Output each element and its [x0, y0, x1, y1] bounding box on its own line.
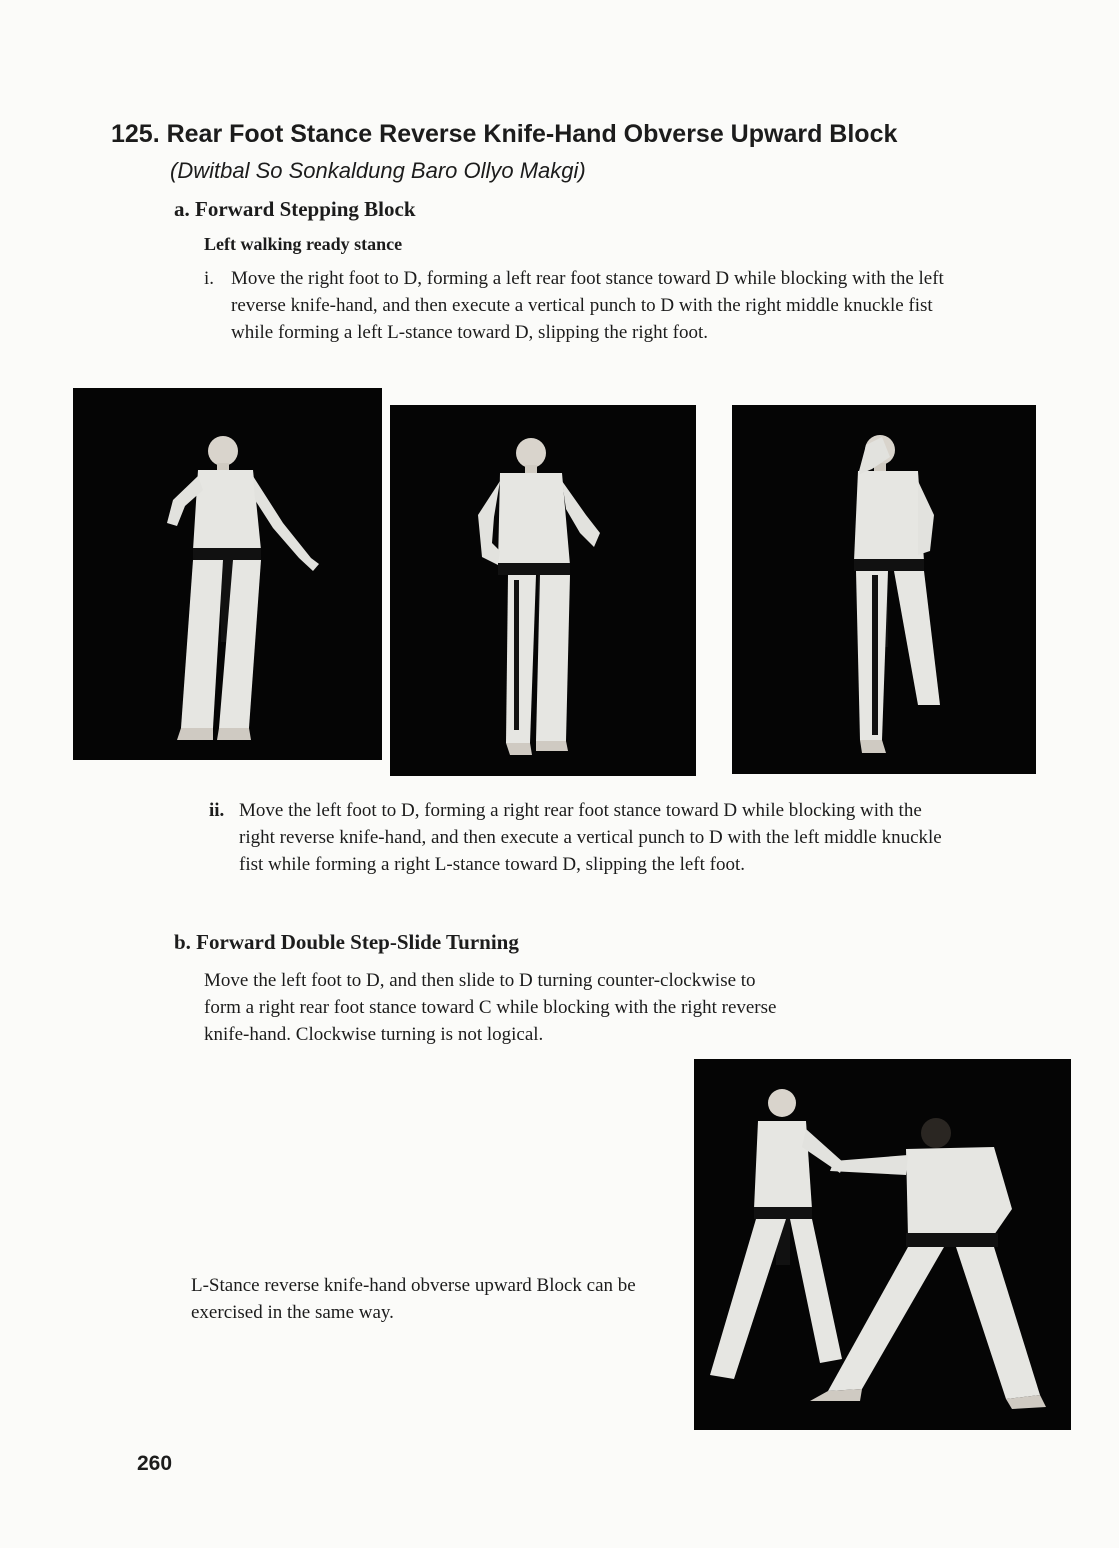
ready-stance-label: Left walking ready stance: [204, 234, 403, 254]
page-number: 260: [137, 1452, 173, 1475]
subsection-b-text: Move the left foot to D, and then slide to D turning counter-clockwise to form a right rear foot stance toward C while blocking with the right reverse knife-hand. Clockwise turning is not logical.: [204, 970, 777, 1045]
photo-step-i-frame-2: [390, 405, 696, 776]
step-i: [204, 265, 944, 346]
section-subheading: (Dwitbal So Sonkaldung Baro Ollyo Makgi): [170, 158, 586, 183]
note-text: L-Stance reverse knife-hand obverse upward Block can be exercised in the same way.: [191, 1275, 636, 1323]
step-ii-number: ii.: [209, 800, 225, 821]
step-i-number: i.: [204, 268, 215, 289]
photo-step-i-frame-1: [73, 388, 382, 760]
step-ii-text: Move the left foot to D, forming a right rear foot stance toward D while blocking with the right reverse knife-hand, and then execute a vertical punch to D with the left middle knuckle fist while forming a right L-stance toward D, slipping the left foot.: [239, 800, 942, 875]
step-i-text: Move the right foot to D, forming a left rear foot stance toward D while blocking with the left reverse knife-hand, and then execute a vertical punch to D with the right middle knuckle fist while forming a left L-stance toward D, slipping the right foot.: [231, 268, 944, 343]
photo-step-i-frame-3: [732, 405, 1036, 774]
photo-sparring-demo: [694, 1059, 1071, 1430]
subsection-b-title: b. Forward Double Step-Slide Turning: [174, 930, 519, 954]
section-heading: 125. Rear Foot Stance Reverse Knife-Hand Obverse Upward Block: [111, 120, 898, 148]
step-ii: [209, 797, 944, 878]
subsection-a-title: a. Forward Stepping Block: [174, 197, 416, 221]
